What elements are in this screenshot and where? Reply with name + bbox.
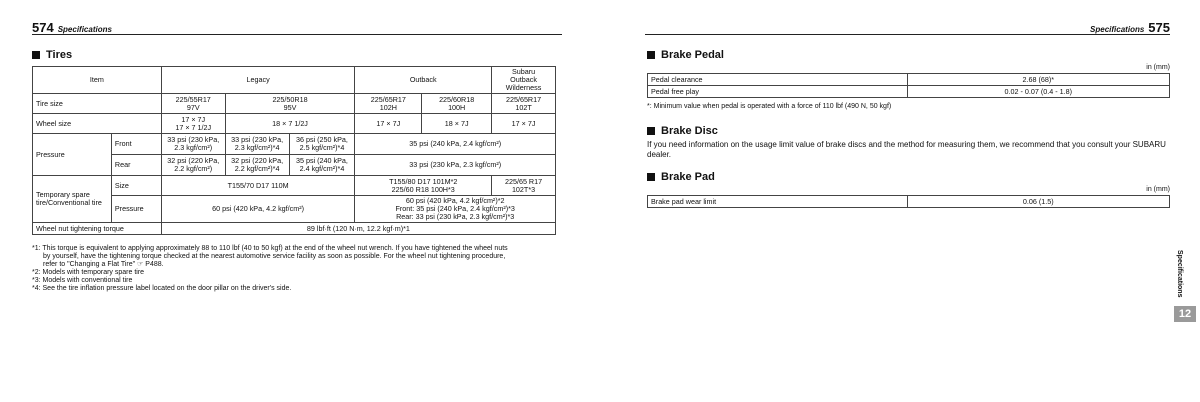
table-row	[33, 134, 556, 155]
brake-disc-title: Brake Disc	[647, 125, 718, 137]
brake-pedal-unit: in (mm)	[1146, 64, 1170, 71]
right-page-number: 575	[1148, 20, 1170, 35]
head-outback: Outback	[355, 67, 492, 94]
pressure-front-2: 33 psi (230 kPa, 2.3 kgf/cm²)*4	[225, 134, 289, 155]
side-section-label: Specifications	[1176, 250, 1183, 298]
left-page-header	[32, 20, 116, 35]
spare-pressure-label: Pressure	[111, 196, 161, 223]
pressure-front-other: 35 psi (240 kPa, 2.4 kgf/cm²)	[355, 134, 556, 155]
wheel-size-wild: 17 × 7J	[492, 114, 556, 134]
pressure-front-3: 36 psi (250 kPa, 2.5 kgf/cm²)*4	[289, 134, 355, 155]
footnote-line: *2: Models with temporary spare tire	[32, 269, 145, 276]
brake-pedal-table	[647, 73, 1170, 98]
pressure-front-1: 33 psi (230 kPa, 2.3 kgf/cm²)	[161, 134, 225, 155]
footnote-line: *4: See the tire inflation pressure label located on the door pillar on the driver's side.	[32, 285, 292, 292]
spare-pressure-legacy: 60 psi (420 kPa, 4.2 kgf/cm²)	[161, 196, 355, 223]
pedal-clearance-value: 2.68 (68)*	[907, 74, 1169, 86]
tire-size-wild: 225/65R17 102T	[492, 94, 556, 114]
torque-label: Wheel nut tightening torque	[33, 223, 162, 235]
pressure-rear-other: 33 psi (230 kPa, 2.3 kgf/cm²)	[355, 155, 556, 176]
spare-pressure-other: 60 psi (420 kPa, 4.2 kgf/cm²)*2 Front: 35 psi (240 kPa, 2.4 kgf/cm²)*3 Rear: 33 psi (230 kPa, 2.3 kgf/cm²)*3	[355, 196, 556, 223]
tire-size-label: Tire size	[33, 94, 162, 114]
tire-size-outback-a: 225/65R17 102H	[355, 94, 422, 114]
table-row	[33, 196, 556, 223]
section-bullet-icon	[32, 51, 40, 59]
section-bullet-icon	[647, 173, 655, 181]
tires-title: Tires	[32, 49, 72, 61]
pressure-rear-3: 35 psi (240 kPa, 2.4 kgf/cm²)*4	[289, 155, 355, 176]
footnote-line: refer to "Changing a Flat Tire" ☞ P488.	[43, 261, 164, 268]
torque-value: 89 lbf·ft (120 N·m, 12.2 kgf·m)*1	[161, 223, 555, 235]
right-page	[600, 0, 1200, 402]
pedal-clearance-label: Pedal clearance	[648, 74, 908, 86]
wheel-size-legacy-a: 17 × 7J 17 × 7 1/2J	[161, 114, 225, 134]
table-row	[648, 196, 1170, 208]
brake-pedal-title: Brake Pedal	[647, 49, 724, 61]
left-section-name: Specifications	[57, 25, 112, 34]
tire-size-legacy-b: 225/50R18 95V	[225, 94, 355, 114]
footnote-line: *1: This torque is equivalent to applying approximately 88 to 110 lbf (40 to 50 kgf) at the end of the wheel nut wrench. If you have tightened the wheel nuts	[32, 245, 508, 252]
brake-pad-table	[647, 195, 1170, 208]
table-row	[33, 94, 556, 114]
footnote-line: by yourself, have the tightening torque checked at the nearest automotive service facility as soon as possible. For the wheel nut tightening procedure,	[43, 253, 506, 260]
brake-pedal-footnote: *: Minimum value when pedal is operated with a force of 110 lbf (490 N, 50 kgf)	[647, 103, 892, 110]
table-row	[648, 86, 1170, 98]
pressure-front-label: Front	[111, 134, 161, 155]
spare-size-label: Size	[111, 176, 161, 196]
right-section-name: Specifications	[1090, 25, 1145, 34]
table-row	[33, 114, 556, 134]
brake-pad-unit: in (mm)	[1146, 186, 1170, 193]
pad-wear-limit-value: 0.06 (1.5)	[907, 196, 1170, 208]
pressure-rear-label: Rear	[111, 155, 161, 176]
pressure-rear-2: 32 psi (220 kPa, 2.2 kgf/cm²)*4	[225, 155, 289, 176]
footnote-line: *3: Models with conventional tire	[32, 277, 133, 284]
wheel-size-label: Wheel size	[33, 114, 162, 134]
section-bullet-icon	[647, 51, 655, 59]
brake-pad-title: Brake Pad	[647, 171, 715, 183]
pressure-rear-1: 32 psi (220 kPa, 2.2 kgf/cm²)	[161, 155, 225, 176]
pedal-free-play-value: 0.02 - 0.07 (0.4 - 1.8)	[907, 86, 1169, 98]
table-row	[33, 223, 556, 235]
right-page-header	[1086, 20, 1170, 35]
spare-size-legacy: T155/70 D17 110M	[161, 176, 355, 196]
spare-size-outback: T155/80 D17 101M*2 225/60 R18 100H*3	[355, 176, 492, 196]
tire-size-legacy-a: 225/55R17 97V	[161, 94, 225, 114]
section-bullet-icon	[647, 127, 655, 135]
table-row	[33, 176, 556, 196]
right-header-rule	[645, 34, 1170, 35]
pedal-free-play-label: Pedal free play	[648, 86, 908, 98]
table-row	[33, 155, 556, 176]
wheel-size-outback-b: 18 × 7J	[422, 114, 492, 134]
head-wilderness: Subaru Outback Wilderness	[492, 67, 556, 94]
wheel-size-legacy-b: 18 × 7 1/2J	[225, 114, 355, 134]
table-row	[648, 74, 1170, 86]
left-page-number: 574	[32, 20, 54, 35]
left-header-rule	[32, 34, 562, 35]
head-legacy: Legacy	[161, 67, 355, 94]
table-header-row	[33, 67, 556, 94]
head-item: Item	[33, 67, 162, 94]
pressure-label: Pressure	[33, 134, 112, 176]
wheel-size-outback-a: 17 × 7J	[355, 114, 422, 134]
tires-footnotes	[32, 245, 508, 293]
brake-disc-text: If you need information on the usage limit value of brake discs and the method for measuring them, we recommend that you consult your SUBARU dealer.	[647, 140, 1166, 159]
spare-size-wild: 225/65 R17 102T*3	[492, 176, 556, 196]
pad-wear-limit-label: Brake pad wear limit	[648, 196, 908, 208]
spare-label: Temporary spare tire/Conventional tire	[33, 176, 112, 223]
chapter-tab: 12	[1174, 306, 1196, 322]
tire-size-outback-b: 225/60R18 100H	[422, 94, 492, 114]
tires-table	[32, 66, 556, 235]
